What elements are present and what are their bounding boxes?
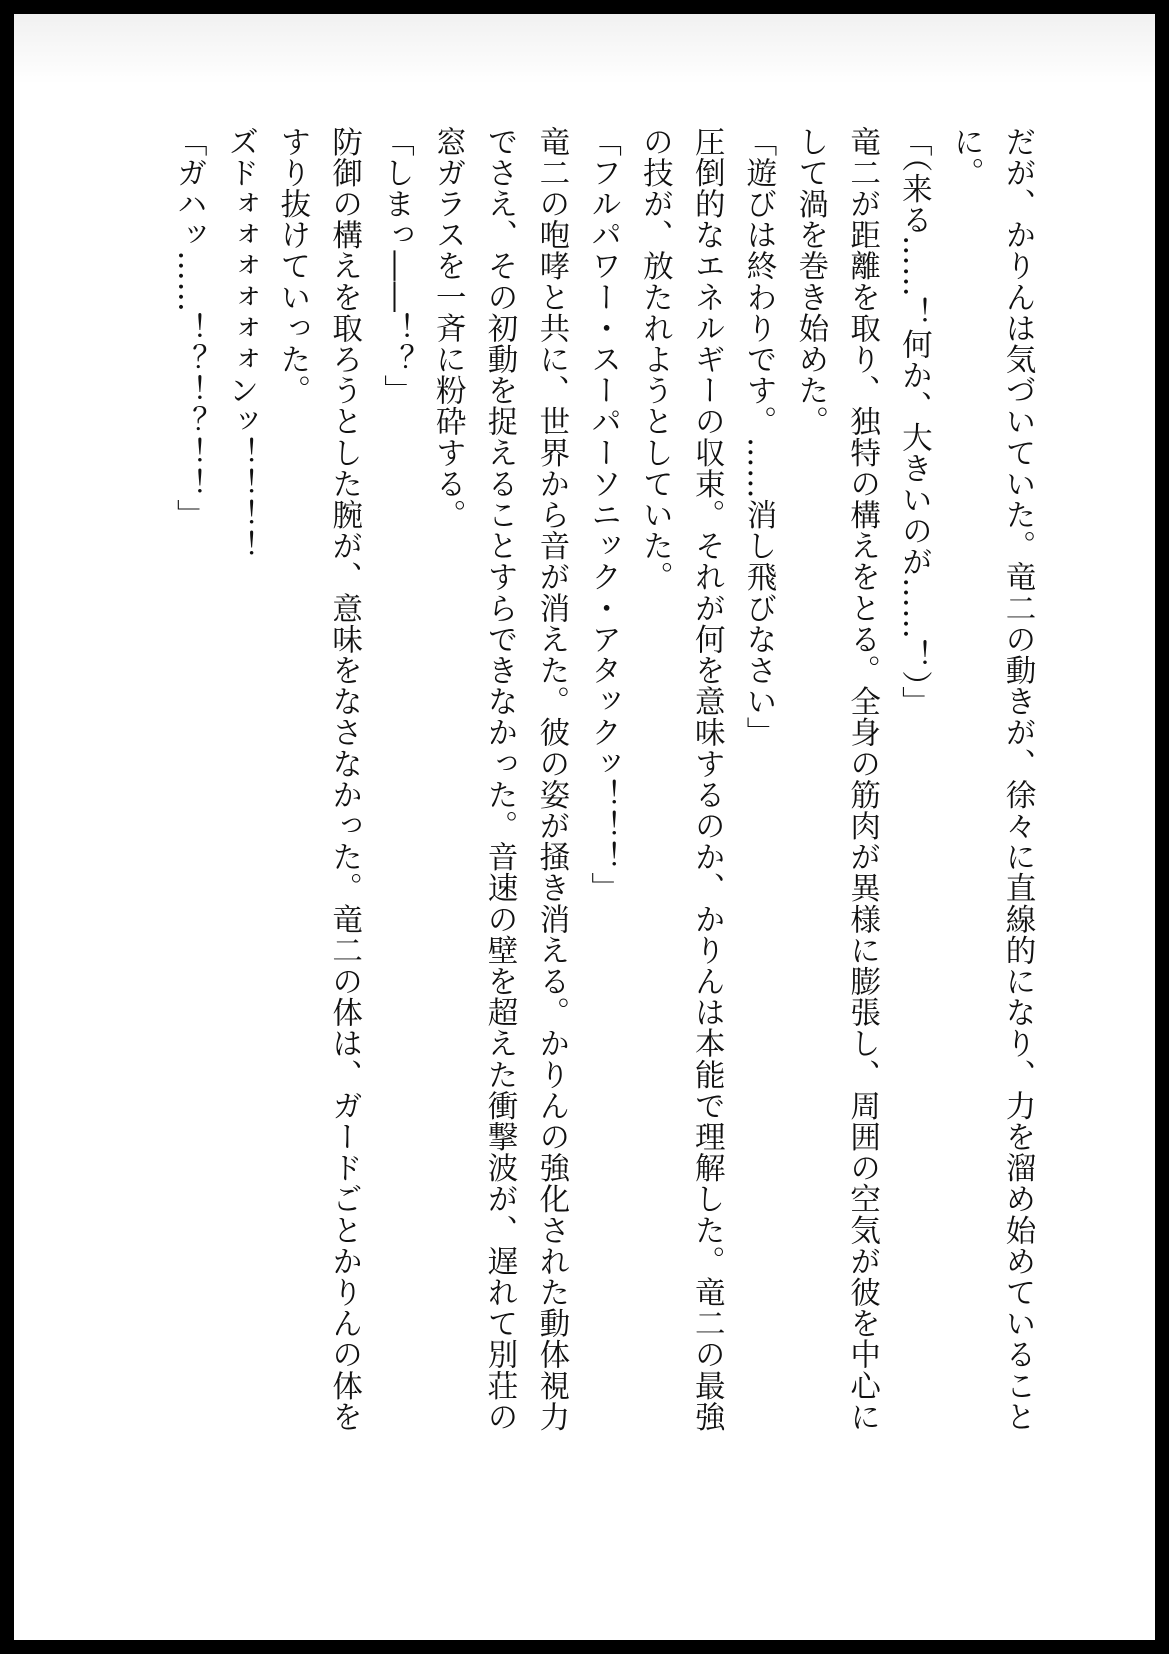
text-line: 圧倒的なエネルギーの収束。それが何を意味するのか、かりんは本能で理解した。竜二の最強 bbox=[689, 126, 725, 1433]
vertical-text-body bbox=[162, 126, 1043, 1566]
text-line: に。 bbox=[948, 126, 984, 189]
text-line: ズドォォォォォォンッ！！！！ bbox=[223, 126, 259, 562]
text-line: 竜二の咆哮と共に、世界から音が消えた。彼の姿が掻き消える。かりんの強化された動体視力 bbox=[533, 126, 569, 1433]
text-line: 防御の構えを取ろうとした腕が、意味をなさなかった。竜二の体は、ガードごとかりんの体を bbox=[326, 126, 362, 1433]
text-line: でさえ、その初動を捉えることすらできなかった。音速の壁を超えた衝撃波が、遅れて別荘の bbox=[482, 126, 518, 1433]
text-line: すり抜けていった。 bbox=[274, 126, 310, 406]
dialogue-line: 「遊びは終わりです。……消し飛びなさい」 bbox=[741, 126, 777, 748]
text-line: だが、かりんは気づいていた。竜二の動きが、徐々に直線的になり、力を溜め始めていること bbox=[1000, 126, 1035, 1433]
book-page bbox=[14, 14, 1155, 1640]
text-line: 窓ガラスを一斉に粉砕する。 bbox=[430, 126, 466, 531]
text-line: して渦を巻き始めた。 bbox=[792, 126, 828, 437]
dialogue-line: 「しまっ――！？」 bbox=[378, 126, 414, 406]
dialogue-line: 「（来る……！何か、大きいのが……！）」 bbox=[896, 126, 932, 718]
dialogue-line: 「フルパワー・スーパーソニック・アタックッ！！！」 bbox=[585, 126, 621, 904]
scan-shadow bbox=[14, 14, 1155, 84]
dialogue-line: 「ガハッ……！？！？！！」 bbox=[171, 126, 207, 531]
text-line: の技が、放たれようとしていた。 bbox=[637, 126, 673, 593]
text-line: 竜二が距離を取り、独特の構えをとる。全身の筋肉が異様に膨張し、周囲の空気が彼を中心に bbox=[844, 126, 880, 1433]
